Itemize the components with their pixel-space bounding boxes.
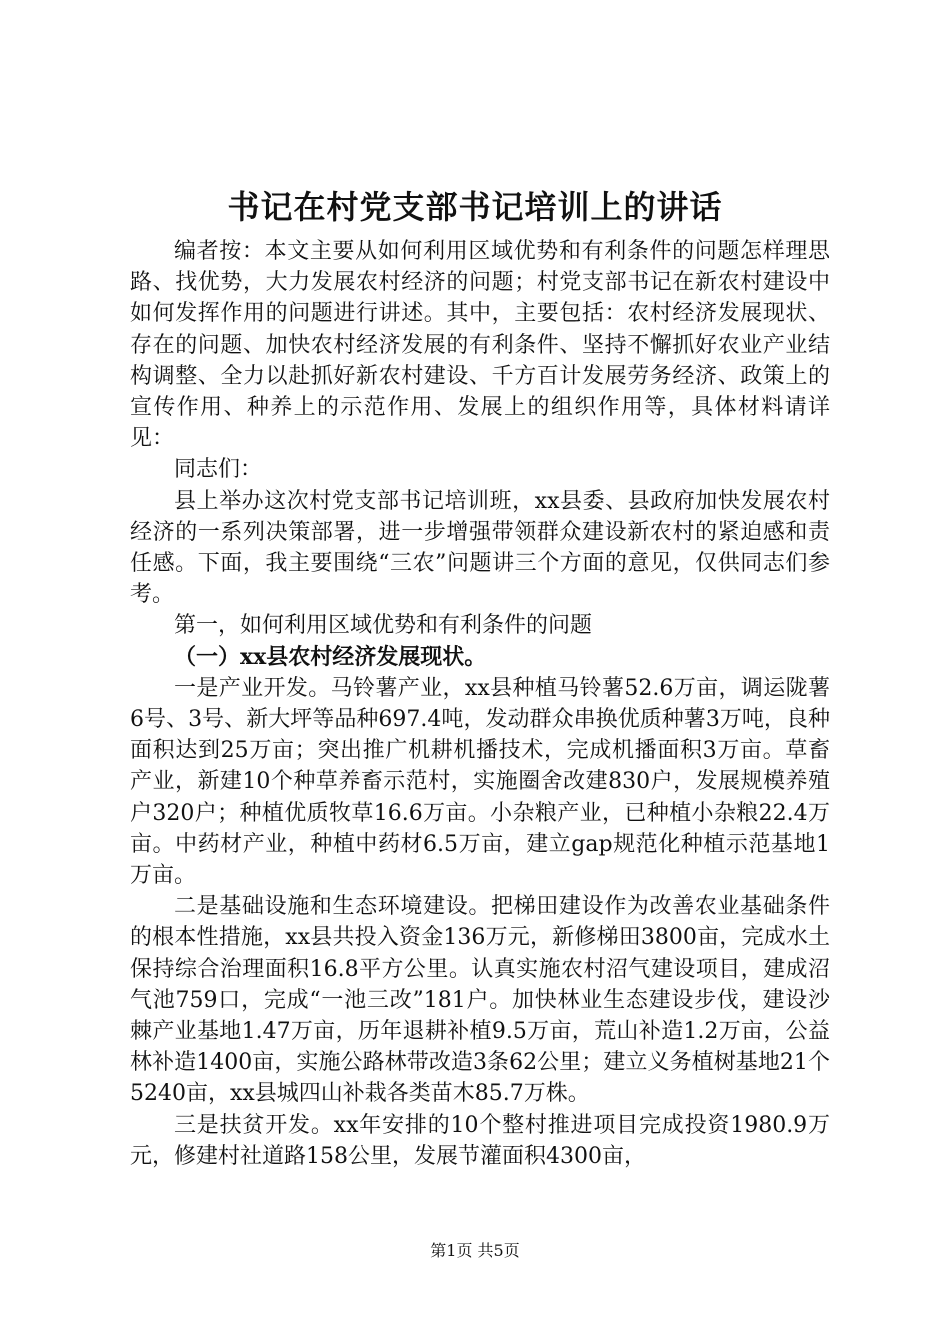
salutation-paragraph: 同志们： bbox=[174, 457, 263, 483]
document-title: 书记在村党支部书记培训上的讲话 bbox=[227, 188, 723, 226]
editor-note-paragraph: 编者按：本文主要从如何利用区域优势和有利条件的问题怎样理思路、找优势，大力发展农村经济的问题；村党支部书记在新农村建设中如何发挥作用的问题进行讲述。其中，主要包括：农村经济发展现状、存在的问题、加快农村经济发展的有利条件、坚持不懈抓好农业产业结构调整、全力以赴抓好新农村建设、千方百计发展劳务经济、政策上的宣传作用、种养上的示范作用、发展上的组织作用等，具体材料请详见： bbox=[130, 239, 830, 452]
page-footer: 第1页 共5页 bbox=[430, 1241, 520, 1260]
industry-paragraph: 一是产业开发。马铃薯产业，xx县种植马铃薯52.6万亩，调运陇薯6号、3号、新大坪等品种697.4吨，发动群众串换优质种薯3万吨，良种面积达到25万亩；突出推广机耕机播技术，完成机播面积3万亩。草畜产业，新建10个种草养畜示范村，实施圈舍改建830户，发展规模养殖户320户；种植优质牧草16.6万亩。小杂粮产业，已种植小杂粮22.4万亩。中药材产业，种植中药材6.5万亩，建立gap规范化种植示范基地1万亩。 bbox=[130, 675, 830, 889]
document-body bbox=[130, 236, 830, 1172]
poverty-paragraph: 三是扶贫开发。xx年安排的10个整村推进项目完成投资1980.9万元，修建村社道路158公里，发展节灌面积4300亩， bbox=[130, 1112, 830, 1169]
subsection-heading: （一）xx县农村经济发展现状。 bbox=[174, 643, 487, 670]
infrastructure-paragraph: 二是基础设施和生态环境建设。把梯田建设作为改善农业基础条件的根本性措施，xx县共投入资金136万元，新修梯田3800亩，完成水土保持综合治理面积16.8平方公里。认真实施农村沼气建设项目，建成沼气池759口，完成“一池三改”181户。加快林业生态建设步伐，建设沙棘产业基地1.47万亩，历年退耕补植9.5万亩，荒山补造1.2万亩，公益林补造1400亩，实施公路林带改造3条62公里；建立义务植树基地21个5240亩，xx县城四山补栽各类苗木85.7万株。 bbox=[130, 894, 830, 1107]
intro-paragraph: 县上举办这次村党支部书记培训班，xx县委、县政府加快发展农村经济的一系列决策部署，进一步增强带领群众建设新农村的紧迫感和责任感。下面，我主要围绕“三农”问题讲三个方面的意见，仅供同志们参考。 bbox=[130, 488, 830, 608]
section-heading: 第一，如何利用区域优势和有利条件的问题 bbox=[174, 613, 593, 639]
